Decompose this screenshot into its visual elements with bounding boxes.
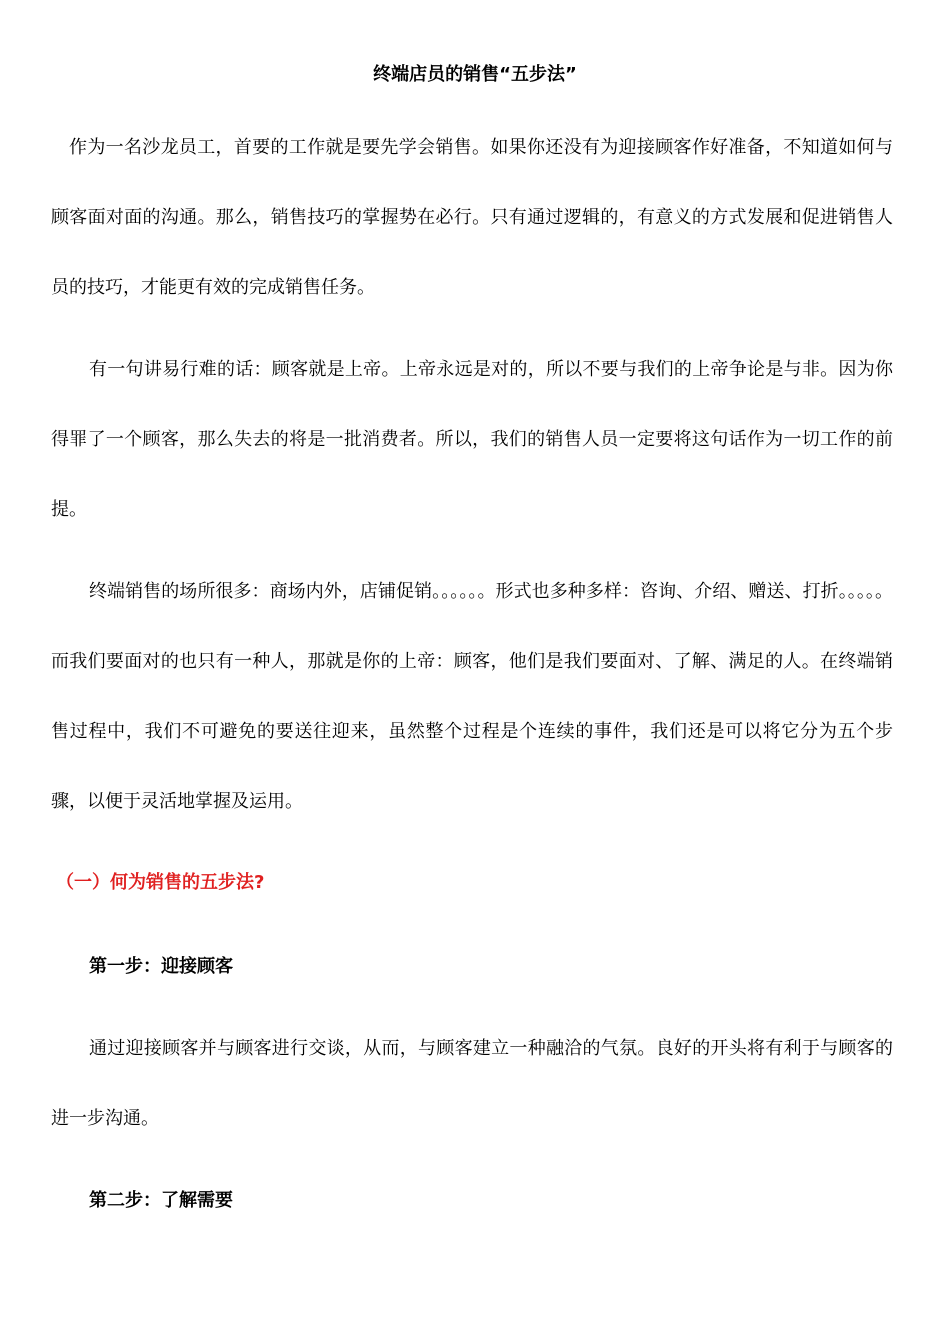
document-title: 终端店员的销售“五步法” <box>373 64 577 85</box>
step-one-paragraph: 通过迎接顾客并与顾客进行交谈，从而，与顾客建立一种融洽的气氛。良好的开头将有利于与顾客的进一步沟通。 <box>51 1038 893 1129</box>
section-heading: （一）何为销售的五步法? <box>56 872 265 893</box>
customer-is-god-paragraph: 有一句讲易行难的话：顾客就是上帝。上帝永远是对的，所以不要与我们的上帝争论是与非。因为你得罪了一个顾客，那么失去的将是一批消费者。所以，我们的销售人员一定要将这句话作为一切工作的前提。 <box>51 359 893 520</box>
intro-paragraph: 作为一名沙龙员工，首要的工作就是要先学会销售。如果你还没有为迎接顾客作好准备，不知道如何与顾客面对面的沟通。那么，销售技巧的掌握势在必行。只有通过逻辑的，有意义的方式发展和促进销售人员的技巧，才能更有效的完成销售任务。 <box>51 137 893 298</box>
sales-venues-paragraph: 终端销售的场所很多：商场内外，店铺促销。。。。。。形式也多种多样：咨询、介绍、赠送、打折。。。。。而我们要面对的也只有一种人，那就是你的上帝：顾客，他们是我们要面对、了解、满足的人。在终端销售过程中，我们不可避免的要送往迎来，虽然整个过程是个连续的事件，我们还是可以将它分为五个步骤，以便于灵活地掌握及运用。 <box>51 581 893 812</box>
step-one-heading: 第一步：迎接顾客 <box>89 956 233 977</box>
step-two-heading: 第二步：了解需要 <box>89 1190 233 1211</box>
